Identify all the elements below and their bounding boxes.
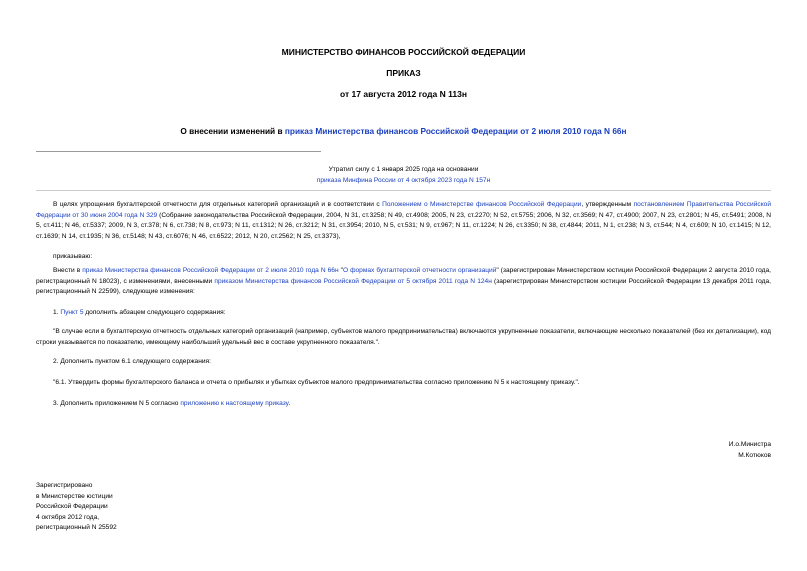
item-1-text: дополнить абзацем следующего содержания: <box>83 309 226 316</box>
preamble-text-1: В целях упрощения бухгалтерской отчетности для отдельных категорий организаций и в соответствии с <box>53 201 383 208</box>
status-note-line: Утратил силу с 1 января 2025 года на основании <box>328 166 479 173</box>
preamble-text-2: , утвержденным <box>581 201 634 208</box>
subject-order-link[interactable]: приказ Министерства финансов Российской Федерации от 2 июля 2010 года N 66н <box>284 126 627 136</box>
item-3 <box>53 399 290 410</box>
item-1-number: 1. <box>53 309 61 316</box>
appendix-link[interactable]: приложению к настоящему приказу <box>180 400 289 407</box>
intro-text-3: " (зарегистрирован Министерством юстиции Российской Федерации 2 августа 2010 года, регистрационный N 18023), с изменениями, внесенными <box>36 267 771 285</box>
subject-prefix: О внесении изменений в <box>180 126 285 136</box>
quote-2: "6.1. Утвердить формы бухгалтерского баланса и отчета о прибылях и убытках субъектов малого предпринимательства согласно приложению N 5 к настоящему приказу.". <box>53 379 580 386</box>
government-decree-link[interactable]: постановлением Правительства Российской Федерации от 30 июня 2004 года N 329 <box>36 201 772 219</box>
registration-line-4: 4 октября 2012 года, <box>36 513 100 521</box>
registration-line-3: Российской Федерации <box>36 503 108 510</box>
item-3-end: . <box>288 400 291 407</box>
forms-title-link[interactable]: О формах бухгалтерской отчетности организаций <box>342 267 497 274</box>
point-5-link[interactable]: Пункт 5 <box>60 309 84 316</box>
intro-text-1: Внести в <box>53 267 83 274</box>
status-note-link[interactable]: приказа Минфина России от 4 октября 2023 года N 157н <box>316 177 491 184</box>
regulation-link[interactable]: Положением о Министерстве финансов Российской Федерации <box>382 201 582 208</box>
item-2: 2. Дополнить пунктом 6.1 следующего содержания: <box>53 358 211 365</box>
registration-block <box>36 481 117 534</box>
amending-order-link[interactable]: приказом Министерства финансов Российской Федерации от 5 октября 2011 года N 124н <box>214 277 492 285</box>
document-date-number: от 17 августа 2012 года N 113н <box>340 89 467 99</box>
amended-order-link[interactable]: приказ Министерства финансов Российской Федерации от 2 июля 2010 года N 66н <box>82 267 339 274</box>
intro-paragraph <box>36 266 771 298</box>
preamble-text-3: (Собрание законодательства Российской Федерации, 2004, N 31, ст.3258; N 49, ст.4908; 2005, N 23, ст.2270; N 52, ст.5755; 2006, N 32, ст.3569; N 47, ст.4900; 2007, N 23, ст.2801; N 45, ст.5491; 2008, N 5, ст.411; N 46, ст.5337; 2009, N 3, ст.378; N 6, ст.738; N 8, ст.973; N 11, ст.1312; N 26, ст.3212; N 31, ст.3954; 2010, N 5, ст.531; N 9, ст.967; N 11, ст.1224; N 26, ст.3350; N 38, ст.4844; 2011, N 1, ст.238; N 3, ст.544; N 4, ст.609; N 10, ст.1415; N 12, ст.1639; N 14, ст.1935; N 36, ст.5148; N 43, ст.6076; N 46, ст.6522; 2012, N 20, ст.2562; N 25, ст.3373), <box>36 211 772 240</box>
intro-text-2: " <box>338 267 343 274</box>
order-word: приказываю: <box>53 253 93 260</box>
preamble-paragraph <box>36 200 771 242</box>
ministry-heading: МИНИСТЕРСТВО ФИНАНСОВ РОССИЙСКОЙ ФЕДЕРАЦИИ <box>281 47 526 57</box>
registration-line-1: Зарегистрировано <box>36 482 93 489</box>
registration-line-5: регистрационный N 25592 <box>36 524 117 531</box>
separator-long <box>36 190 771 191</box>
registration-line-2: в Министерстве юстиции <box>36 492 113 500</box>
item-3-text: 3. Дополнить приложением N 5 согласно <box>53 400 181 407</box>
document-type-heading: ПРИКАЗ <box>386 68 421 78</box>
separator-short <box>36 151 321 152</box>
item-1 <box>53 308 226 319</box>
signature-title: И.о.Министра <box>728 441 771 448</box>
signature-name: М.Котюков <box>738 452 771 459</box>
status-note-container <box>36 176 771 187</box>
intro-text-4: (зарегистрирован Министерством юстиции Российской Федерации 13 декабря 2011 года, регистрационный N 22599), следующие изменения: <box>36 277 771 295</box>
quote-1: "В случае если в бухгалтерскую отчетность отдельных категорий организаций (например, субъектов малого предпринимательства) включаются укрупненные показатели, включающие несколько показателей (без их детализации), код строки указывается по показателю, имеющему наибольший удельный вес в составе укрупненного показателя.". <box>36 328 771 346</box>
document-subject <box>36 126 771 137</box>
